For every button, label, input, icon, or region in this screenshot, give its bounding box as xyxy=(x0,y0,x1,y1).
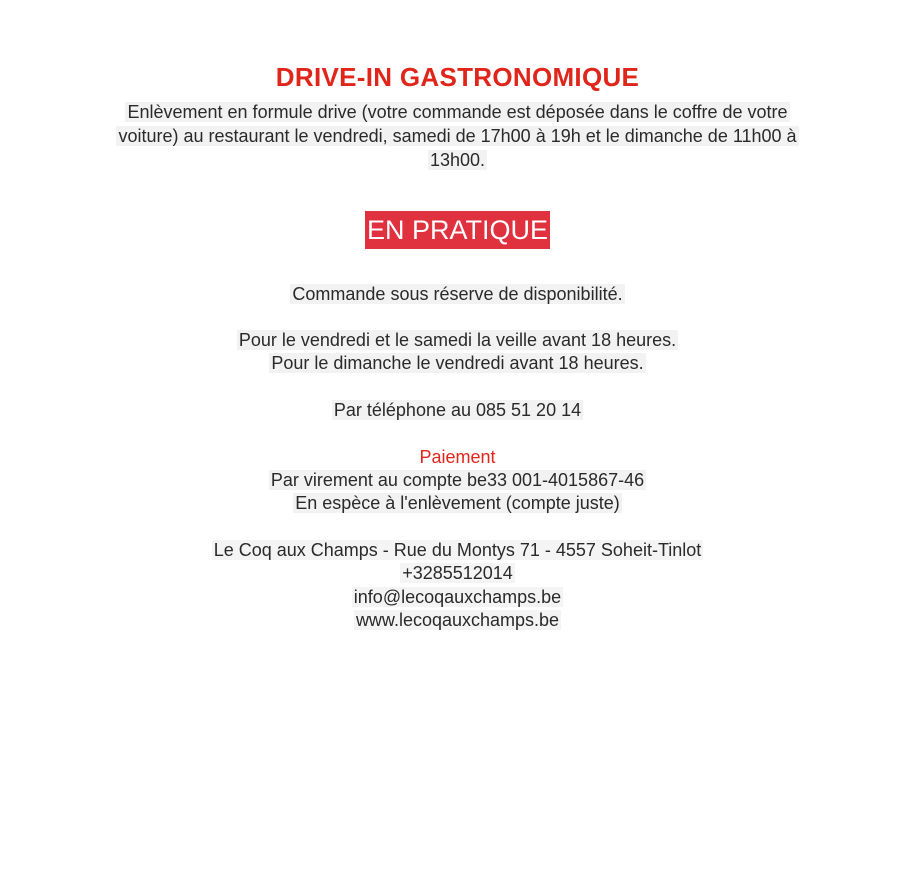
phone-order-line xyxy=(0,399,915,422)
contact-website-link[interactable]: www.lecoqauxchamps.be xyxy=(355,610,560,630)
payment-cash-text: En espèce à l'enlèvement (compte juste) xyxy=(295,493,620,513)
deadline-line-1 xyxy=(0,329,915,352)
contact-address: Le Coq aux Champs - Rue du Montys 71 - 4557 Soheit-Tinlot xyxy=(213,540,702,560)
availability-text: Commande sous réserve de disponibilité. xyxy=(292,284,623,304)
contact-phone[interactable]: +3285512014 xyxy=(402,563,513,583)
contact-email-line xyxy=(0,586,915,609)
contact-email-link[interactable]: info@lecoqauxchamps.be xyxy=(353,587,562,607)
payment-cash-line xyxy=(0,492,915,515)
contact-website-line xyxy=(0,609,915,632)
contact-address-line xyxy=(0,539,915,562)
intro-line-3: 13h00. xyxy=(429,150,486,170)
deadline-text-1: Pour le vendredi et le samedi la veille avant 18 heures. xyxy=(238,330,677,350)
payment-heading: Paiement xyxy=(419,447,496,467)
intro-line-1: Enlèvement en formule drive (votre commande est déposée dans le coffre de votre xyxy=(127,102,788,122)
payment-transfer-text: Par virement au compte be33 001-4015867-46 xyxy=(270,470,645,490)
intro-line-2: voiture) au restaurant le vendredi, samedi de 17h00 à 19h et le dimanche de 11h00 à xyxy=(118,126,797,146)
section-heading-en-pratique: EN PRATIQUE xyxy=(365,211,550,249)
phone-order-text: Par téléphone au 085 51 20 14 xyxy=(333,400,582,420)
payment-transfer-line xyxy=(0,469,915,492)
page-title: DRIVE-IN GASTRONOMIQUE xyxy=(275,62,640,92)
intro-paragraph xyxy=(70,100,845,172)
section-heading-wrapper xyxy=(0,211,915,249)
contact-phone-line xyxy=(0,562,915,585)
deadline-text-2: Pour le dimanche le vendredi avant 18 heures. xyxy=(271,353,644,373)
availability-note xyxy=(0,283,915,306)
deadline-line-2 xyxy=(0,352,915,375)
